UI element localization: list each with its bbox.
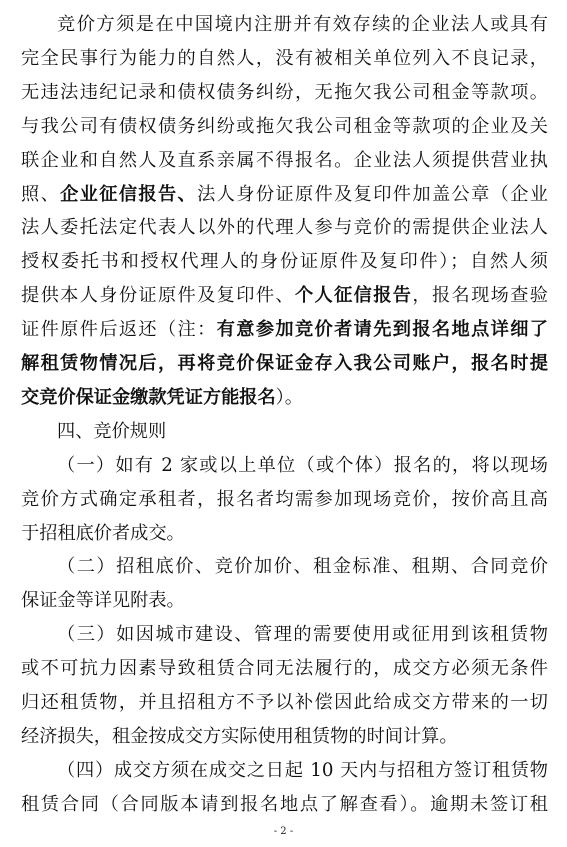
text-line	[21, 552, 548, 582]
page-number: - 2 -	[273, 826, 294, 837]
text-run: 照、	[21, 183, 61, 205]
text-line	[21, 349, 548, 379]
text-line	[21, 383, 548, 413]
bold-text: 个人征信报告	[294, 285, 413, 307]
text-line	[21, 112, 548, 142]
text-run: 授权委托书和授权代理人的身份证原件及复印件）；自然人须	[21, 251, 548, 273]
text-run: 联企业和自然人及直系亲属不得报名。企业法人须提供营业执	[21, 149, 548, 171]
text-line	[21, 519, 548, 549]
text-run: 经济损失，租金按成交方实际使用租赁物的时间计算。	[21, 725, 458, 747]
text-line	[21, 146, 548, 176]
text-line	[21, 654, 548, 684]
text-run: 四、竞价规则	[57, 420, 167, 442]
text-run: 法人身份证原件及复印件加盖公章（企业	[197, 183, 548, 205]
text-line	[21, 790, 548, 820]
text-run: 提供本人身份证原件及复印件、	[21, 285, 295, 307]
text-run: 竞价方式确定承租者，报名者均需参加现场竞价，按价高且高	[21, 488, 548, 510]
text-run: （三）如因城市建设、管理的需要使用或征用到该租赁物	[57, 624, 548, 646]
text-run: 保证金等详见附表。	[21, 590, 185, 612]
text-run: 完全民事行为能力的自然人，没有被相关单位列入不良记录，	[21, 47, 548, 69]
text-line	[21, 315, 548, 345]
bold-text: 交竞价保证金缴款凭证方能报名	[21, 386, 276, 408]
text-run: 法人委托法定代表人以外的代理人参与竞价的需提供企业法人	[21, 217, 548, 239]
text-line	[21, 247, 548, 277]
text-line	[21, 417, 548, 447]
bold-text: 有意参加竞价者请先到报名地点详细了	[216, 319, 548, 341]
text-run: （二）招租底价、竞价加价、租金标准、租期、合同竞价	[57, 556, 548, 578]
text-line	[21, 180, 548, 210]
text-line	[21, 78, 548, 108]
text-line	[21, 485, 548, 515]
text-run: 或不可抗力因素导致租赁合同无法履行的，成交方必须无条件	[21, 658, 548, 680]
text-line	[21, 451, 548, 481]
text-run: （一）如有 2 家或以上单位（或个体）报名的，将以现场	[57, 454, 548, 476]
bold-text: 解租赁物情况后，再将竞价保证金存入我公司账户，报名时提	[21, 353, 548, 374]
text-run: ）。	[275, 386, 303, 408]
text-line	[21, 213, 548, 243]
text-line	[21, 586, 548, 616]
text-line	[21, 10, 548, 40]
text-run: 归还租赁物，并且招租方不予以补偿因此给成交方带来的一切	[21, 692, 548, 713]
text-run: 证件原件后返还（注：	[21, 319, 217, 341]
text-run: 与我公司有债权债务纠纷或拖欠我公司租金等款项的企业及关	[21, 115, 548, 137]
text-line	[21, 756, 548, 786]
text-run: （四）成交方须在成交之日起 10 天内与招租方签订租赁物	[57, 759, 548, 781]
text-run: 于招租底价者成交。	[21, 522, 185, 544]
text-run: ，报名现场查验	[412, 285, 548, 307]
text-line	[21, 281, 548, 311]
text-line	[21, 620, 548, 650]
text-line	[21, 722, 548, 752]
text-run: 无违法违纪记录和债权债务纠纷，无拖欠我公司租金等款项。	[21, 81, 548, 103]
text-run: 租赁合同（合同版本请到报名地点了解查看）。逾期未签订租	[21, 793, 548, 815]
text-run: 竞价方须是在中国境内注册并有效存续的企业法人或具有	[57, 14, 548, 35]
text-line	[21, 688, 548, 718]
text-line	[21, 44, 548, 74]
bold-text: 企业征信报告、	[60, 183, 198, 205]
